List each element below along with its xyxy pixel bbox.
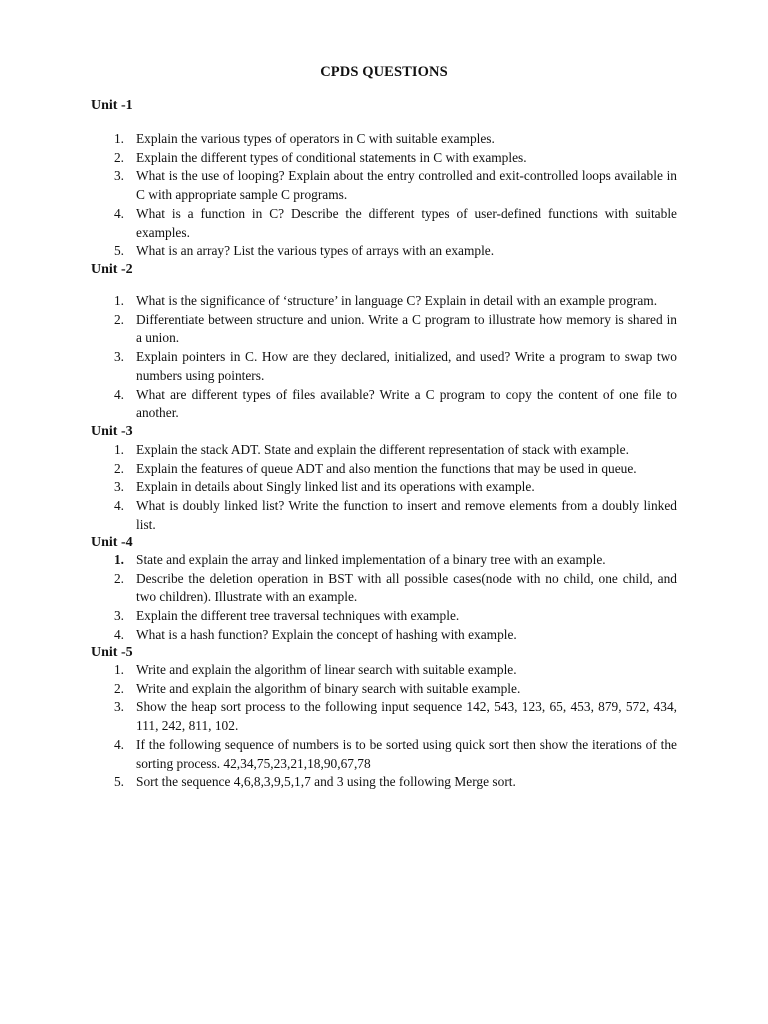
question-text: What is the significance of ‘structure’ in language C? Explain in detail with an example program. [136, 293, 658, 308]
unit-1-question-list [91, 130, 677, 261]
question-text: What is a function in C? Describe the different types of user-defined functions with suitable examples. [136, 205, 677, 240]
question-text: Explain the stack ADT. State and explain the different representation of stack with example. [136, 442, 629, 457]
question-text: Explain in details about Singly linked list and its operations with example. [136, 479, 535, 495]
question-text: Sort the sequence 4,6,8,3,9,5,1,7 and 3 using the following Merge sort. [136, 774, 516, 790]
question-item [91, 736, 677, 773]
question-number: 4. [113, 498, 124, 514]
question-text: Differentiate between structure and union. Write a C program to illustrate how memory is shared in a union. [136, 311, 677, 346]
question-number: 1. [113, 293, 124, 308]
question-number: 1. [113, 662, 124, 677]
question-text: If the following sequence of numbers is to be sorted using quick sort then show the iterations of the sorting process. 42,34,75,23,21,18,90,67,78 [136, 736, 677, 771]
question-number: 3. [113, 168, 124, 184]
question-item [91, 386, 677, 423]
question-item [91, 167, 677, 204]
question-item [91, 460, 677, 479]
question-number: 1. [113, 131, 124, 146]
question-number: 4. [113, 736, 124, 752]
question-item [91, 773, 677, 792]
question-item [91, 680, 677, 699]
question-text: Explain pointers in C. How are they declared, initialized, and used? Write a program to swap two numbers using pointers. [136, 349, 677, 383]
question-number: 2. [113, 311, 124, 327]
question-number: 3. [113, 479, 124, 495]
question-text: Describe the deletion operation in BST with all possible cases(node with no child, one child, and two children). Illustrate with an example. [136, 570, 677, 605]
question-number: 4. [113, 626, 124, 642]
question-text: Explain the various types of operators in C with suitable examples. [136, 131, 495, 146]
question-number: 3. [113, 608, 124, 624]
unit-2-heading: Unit -2 [91, 262, 133, 277]
question-item [91, 626, 677, 645]
question-item [91, 348, 677, 385]
question-text: What are different types of files available? Write a C program to copy the content of one file to another. [136, 386, 677, 421]
unit-3-question-list [91, 441, 677, 535]
unit-5-question-list [91, 661, 677, 792]
question-text: What is doubly linked list? Write the function to insert and remove elements from a doubly linked list. [136, 498, 677, 532]
question-item [91, 205, 677, 242]
question-number: 2. [113, 570, 124, 586]
question-number: 2. [113, 680, 124, 696]
question-number: 3. [113, 349, 124, 365]
question-item [91, 661, 677, 680]
unit-3-heading: Unit -3 [91, 424, 133, 439]
question-item [91, 497, 677, 534]
question-number: 2. [113, 460, 124, 476]
question-text: Write and explain the algorithm of linear search with suitable example. [136, 662, 517, 677]
question-number: 2. [113, 149, 124, 165]
question-number: 3. [113, 699, 124, 715]
question-number: 4. [113, 205, 124, 221]
question-number: 1. [113, 552, 124, 567]
question-item [91, 441, 677, 460]
question-item [91, 478, 677, 497]
question-text: Explain the different types of conditional statements in C with examples. [136, 149, 527, 165]
question-text: Explain the features of queue ADT and also mention the functions that may be used in queue. [136, 460, 637, 476]
question-text: What is a hash function? Explain the concept of hashing with example. [136, 626, 517, 642]
question-item [91, 292, 677, 311]
question-item [91, 311, 677, 348]
question-item [91, 149, 677, 168]
unit-1-heading: Unit -1 [91, 98, 133, 113]
question-text: Write and explain the algorithm of binary search with suitable example. [136, 680, 521, 696]
question-number: 4. [113, 386, 124, 402]
question-item [91, 551, 677, 570]
unit-2-question-list [91, 292, 677, 423]
question-text: Explain the different tree traversal techniques with example. [136, 608, 460, 624]
unit-5-heading: Unit -5 [91, 645, 133, 660]
question-number: 5. [113, 243, 124, 259]
question-number: 5. [113, 774, 124, 790]
question-item [91, 607, 677, 626]
unit-4-question-list [91, 551, 677, 645]
question-item [91, 130, 677, 149]
question-text: What is an array? List the various types of arrays with an example. [136, 243, 495, 259]
question-text: What is the use of looping? Explain about the entry controlled and exit-controlled loops available in C with appropriate sample C programs. [136, 168, 677, 203]
question-number: 1. [113, 442, 124, 457]
document-title: CPDS QUESTIONS [320, 64, 448, 80]
question-item [91, 698, 677, 735]
question-item [91, 570, 677, 607]
question-text: Show the heap sort process to the following input sequence 142, 543, 123, 65, 453, 879, 572, 434, 111, 242, 811, 102. [136, 699, 677, 734]
question-text: State and explain the array and linked implementation of a binary tree with an example. [136, 552, 606, 567]
unit-4-heading: Unit -4 [91, 535, 133, 550]
question-item [91, 242, 677, 261]
